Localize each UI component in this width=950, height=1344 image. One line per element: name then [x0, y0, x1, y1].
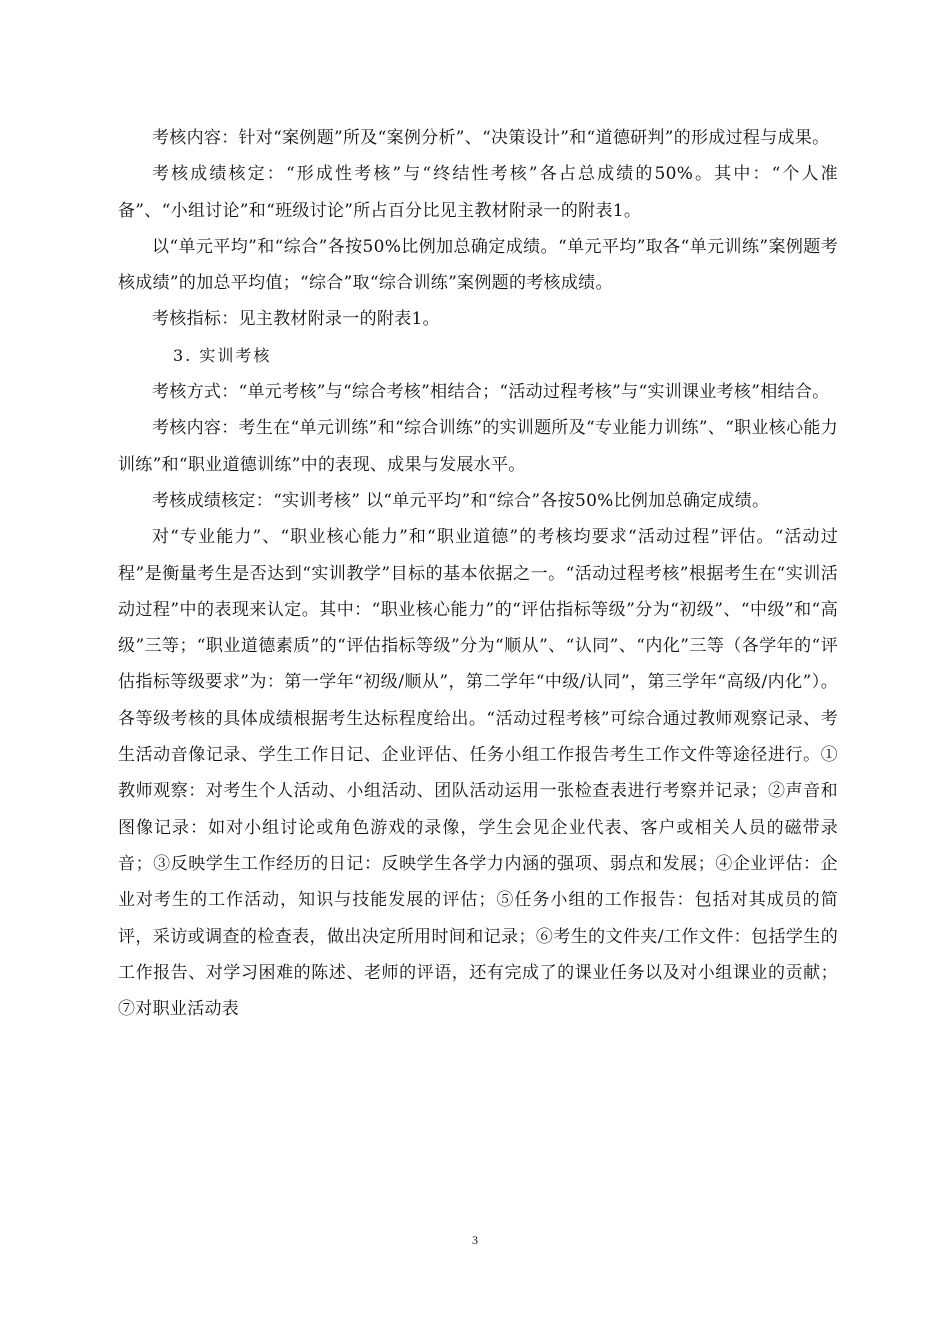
page-number: 3: [472, 1233, 478, 1247]
paragraph-score-determination: 考核成绩核定：“形成性考核”与“终结性考核”各占总成绩的50%。其中：“个人准备”、“小组讨论”和“班级讨论”所占百分比见主教材附录一的附表1。: [118, 164, 838, 221]
paragraph-assessment-content: 考核内容：针对“案例题”所及“案例分析”、“决策设计”和“道德研判”的形成过程与成果。: [152, 128, 830, 148]
paragraph-assessment-indicators: 考核指标：见主教材附录一的附表1。: [152, 309, 440, 330]
document-body: [118, 120, 838, 1027]
paragraph-practical-score: 考核成绩核定：“实训考核” 以“单元平均”和“综合”各按50%比例加总确定成绩。: [152, 490, 770, 511]
section-heading: 3. 实训考核: [173, 345, 272, 365]
paragraph-practical-method: 考核方式：“单元考核”与“综合考核”相结合；“活动过程考核”与“实训课业考核”相结合。: [152, 382, 830, 403]
paragraph-practical-content: 考核内容：考生在“单元训练”和“综合训练”的实训题所及“专业能力训练”、“职业核心能力训练”和“职业道德训练”中的表现、成果与发展水平。: [118, 418, 838, 475]
paragraph-unit-average: 以“单元平均”和“综合”各按50%比例加总确定成绩。“单元平均”取各“单元训练”案例题考核成绩”的加总平均值；“综合”取“综合训练”案例题的考核成绩。: [118, 236, 838, 294]
paragraph-activity-process: 对“专业能力”、“职业核心能力”和“职业道德”的考核均要求“活动过程”评估。“活动过程”是衡量考生是否达到“实训教学”目标的基本依据之一。“活动过程考核”根据考生在“实训活动过程”中的表现来认定。其中：“职业核心能力”的“评估指标等级”分为“初级”、“中级”和“高级”三等；“职业道德素质”的“评估指标等级”分为“顺从”、“认同”、“内化”三等（各学年的“评估指标等级要求”为：第一学年“初级/顺从”，第二学年“中级/认同”，第三学年“高级/内化”）。各等级考核的具体成绩根据考生达标程度给出。“活动过程考核”可综合通过教师观察记录、考生活动音像记录、学生工作日记、企业评估、任务小组工作报告考生工作文件等途径进行。①教师观察：对考生个人活动、小组活动、团队活动运用一张检查表进行考察并记录；②声音和图像记录：如对小组讨论或角色游戏的录像，学生会见企业代表、客户或相关人员的磁带录音；③反映学生工作经历的日记：反映学生各学力内涵的强项、弱点和发展；④企业评估：企业对考生的工作活动，知识与技能发展的评估；⑤任务小组的工作报告：包括对其成员的简评，采访或调查的检查表，做出决定所用时间和记录；⑥考生的文件夹/工作文件：包括学生的工作报告、对学习困难的陈述、老师的评语，还有完成了的课业任务以及对小组课业的贡献；⑦对职业活动表: [118, 527, 838, 1020]
